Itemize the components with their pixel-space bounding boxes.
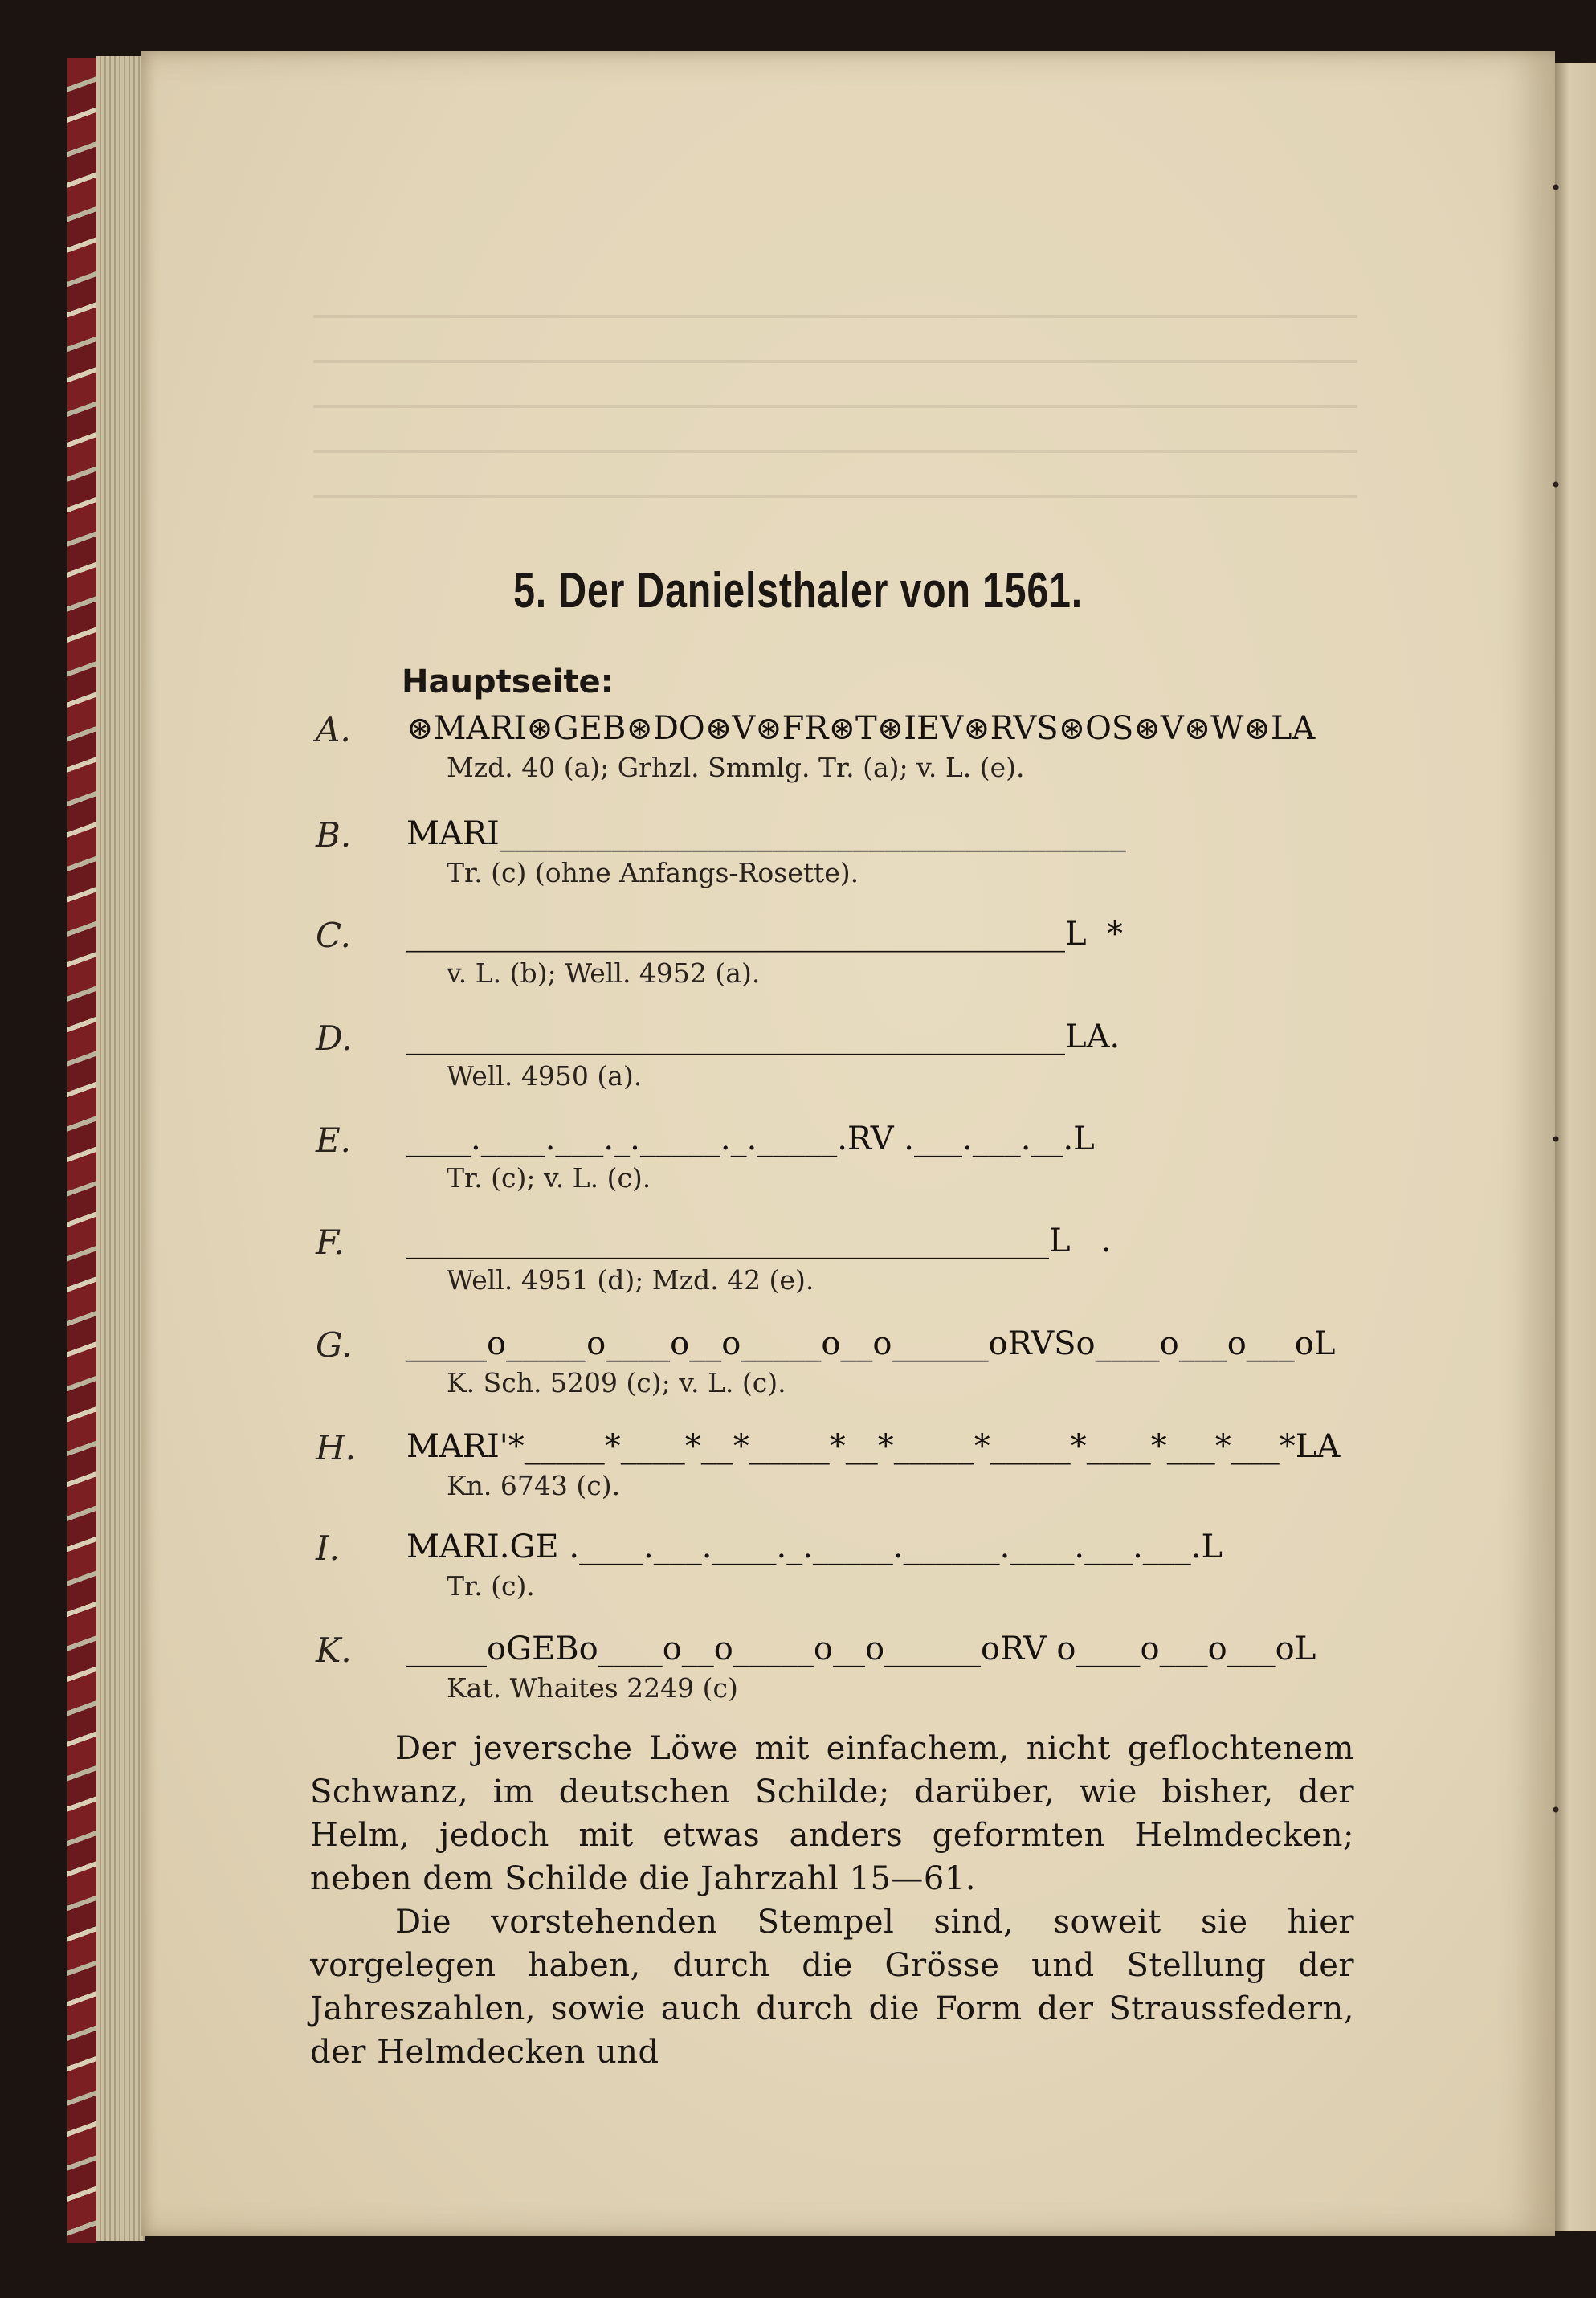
source-reference: v. L. (b); Well. 4952 (a). — [447, 957, 761, 989]
coin-legend: _________________________________________L * — [406, 916, 1123, 953]
coin-legend: _____oGEBo____o__o_____o__o______oRV o____o___o___oL — [406, 1631, 1316, 1667]
edge-mark: • — [1550, 474, 1562, 496]
coin-legend: MARI.GE .____.___.____._._____.______.____.___.___.L — [406, 1529, 1223, 1565]
bleed-through-line — [313, 405, 1357, 408]
coin-legend: MARI'*_____*____*__*_____*__*_____*_____*____*___*___*LA — [406, 1428, 1341, 1465]
edge-mark: • — [1550, 177, 1562, 199]
bleed-through-line — [313, 450, 1357, 453]
legend-entry-d — [0, 1018, 1596, 1115]
legend-entry-f — [0, 1222, 1596, 1319]
source-reference: Kat. Whaites 2249 (c) — [447, 1672, 738, 1704]
entry-letter: I. — [316, 1529, 340, 1568]
paragraph-description: Der jeversche Löwe mit einfachem, nicht geflochtenem Schwanz, im deutschen Schilde; darüber, wie bisher, der Helm, jedoch mit etwas anders geformten Helmdecken; neben dem Schilde die Jahrzahl 15—61. — [310, 1730, 1354, 1897]
entry-letter: E. — [316, 1120, 352, 1160]
body-text — [310, 1727, 1354, 2074]
legend-entry-i — [0, 1529, 1596, 1625]
legend-entry-e — [0, 1120, 1596, 1217]
entry-letter: D. — [316, 1018, 353, 1058]
coin-legend: ________________________________________L . — [406, 1222, 1112, 1259]
paragraph-stempel: Die vorstehenden Stempel sind, soweit sie hier vorgelegen haben, durch die Grösse und Stellung der Jahreszahlen, sowie auch durch die Form der Straussfedern, der Helmdecken und — [310, 1904, 1354, 2071]
bleed-through-line — [313, 495, 1357, 498]
bleed-through-line — [313, 315, 1357, 318]
section-label-hauptseite: Hauptseite: — [402, 663, 614, 700]
legend-entry-b — [0, 815, 1596, 912]
legend-entry-k — [0, 1631, 1596, 1727]
bleed-through-line — [313, 360, 1357, 363]
entry-letter: H. — [316, 1428, 356, 1467]
edge-mark: • — [1550, 1129, 1562, 1151]
source-reference: Mzd. 40 (a); Grhzl. Smmlg. Tr. (a); v. L. (e). — [447, 752, 1025, 783]
coin-legend: _____o_____o____o__o_____o__o______oRVSo____o___o___oL — [406, 1325, 1336, 1362]
edge-mark: • — [1550, 1799, 1562, 1822]
source-reference: Well. 4950 (a). — [447, 1060, 643, 1092]
legend-entry-g — [0, 1325, 1596, 1422]
coin-legend: ____.____.___._._____._._____.RV .___.___.__.L — [406, 1120, 1095, 1157]
coin-legend: _________________________________________LA. — [406, 1018, 1120, 1055]
source-reference: Tr. (c) (ohne Anfangs-Rosette). — [447, 857, 859, 888]
coin-legend: ⊛MARI⊛GEB⊛DO⊛V⊛FR⊛T⊛IEV⊛RVS⊛OS⊛V⊛W⊛LA — [406, 710, 1316, 747]
entry-letter: A. — [316, 710, 351, 749]
source-reference: Tr. (c). — [447, 1570, 535, 1602]
source-reference: K. Sch. 5209 (c); v. L. (c). — [447, 1367, 786, 1398]
source-reference: Well. 4951 (d); Mzd. 42 (e). — [447, 1264, 814, 1296]
legend-entry-c — [0, 916, 1596, 1012]
legend-entry-h — [0, 1428, 1596, 1525]
coin-legend: MARI_______________________________________ — [406, 815, 1126, 852]
entry-letter: F. — [316, 1222, 345, 1262]
entry-letter: K. — [316, 1631, 352, 1670]
page-title: 5. Der Danielsthaler von 1561. — [513, 563, 1083, 618]
legend-entry-a — [0, 710, 1596, 806]
entry-letter: C. — [316, 916, 351, 955]
source-reference: Tr. (c); v. L. (c). — [447, 1162, 651, 1194]
source-reference: Kn. 6743 (c). — [447, 1470, 621, 1501]
entry-letter: B. — [316, 815, 352, 855]
entry-letter: G. — [316, 1325, 353, 1365]
